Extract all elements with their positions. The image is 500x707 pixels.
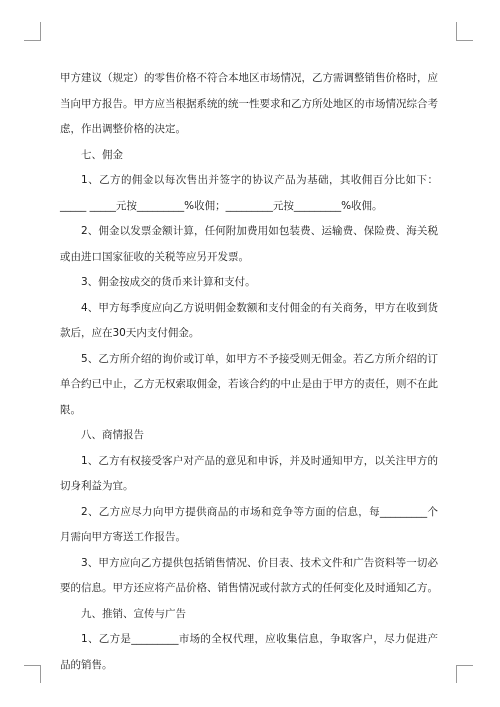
- paragraph-commission-5: 5、乙方所介绍的询价或订单，如甲方不予接受则无佣金。若乙方所介绍的订单合约已中止，乙方无权索取佣金，若该合约的中止是由于甲方的责任，则不在此限。: [60, 352, 438, 416]
- paragraph-report-1: 1、乙方有权接受客户对产品的意见和申诉，并及时通知甲方，以关注甲方的切身利益为宜。: [60, 454, 438, 492]
- section-heading-business-report: 八、商情报告: [81, 429, 144, 441]
- paragraph-commission-2: 2、佣金以发票金额计算，任何附加费用如包装费、运输费、保险费、海关税或由进口国家征收的关税等应另开发票。: [60, 225, 438, 263]
- section-heading-commission: 七、佣金: [81, 148, 123, 161]
- paragraph-commission-3: 3、佣金按成交的货币来计算和支付。: [81, 276, 256, 288]
- paragraph-report-2: 2、乙方应尽力向甲方提供商品的市场和竞争等方面的信息，每_________个月需向甲方寄送工作报告。: [60, 505, 438, 543]
- paragraph-promotion-1: 1、乙方是_________市场的全权代理，应收集信息，争取客户，尽力促进产品的销售。: [60, 633, 438, 671]
- paragraph-price-adjustment: 甲方建议（规定）的零售价格不符合本地区市场情况，乙方需调整销售价格时，应当向甲方报告。甲方应当根据系统的统一性要求和乙方所处地区的市场情况综合考虑，作出调整价格的决定。: [60, 72, 438, 135]
- paragraph-commission-4: 4、甲方每季度应向乙方说明佣金数额和支付佣金的有关商务，甲方在收到货款后，应在30天内支付佣金。: [60, 301, 438, 339]
- document-body: [60, 66, 438, 678]
- paragraph-commission-1: 1、乙方的佣金以每次售出并签字的协议产品为基础，其收佣百分比如下：_____ _____元按_________%收佣；_________元按_________%收佣。: [60, 174, 438, 212]
- paragraph-report-3: 3、甲方应向乙方提供包括销售情况、价目表、技术文件和广告资料等一切必要的信息。甲方还应将产品价格、销售情况或付款方式的任何变化及时通知乙方。: [60, 556, 438, 594]
- section-heading-promotion: 九、推销、宣传与广告: [81, 607, 186, 620]
